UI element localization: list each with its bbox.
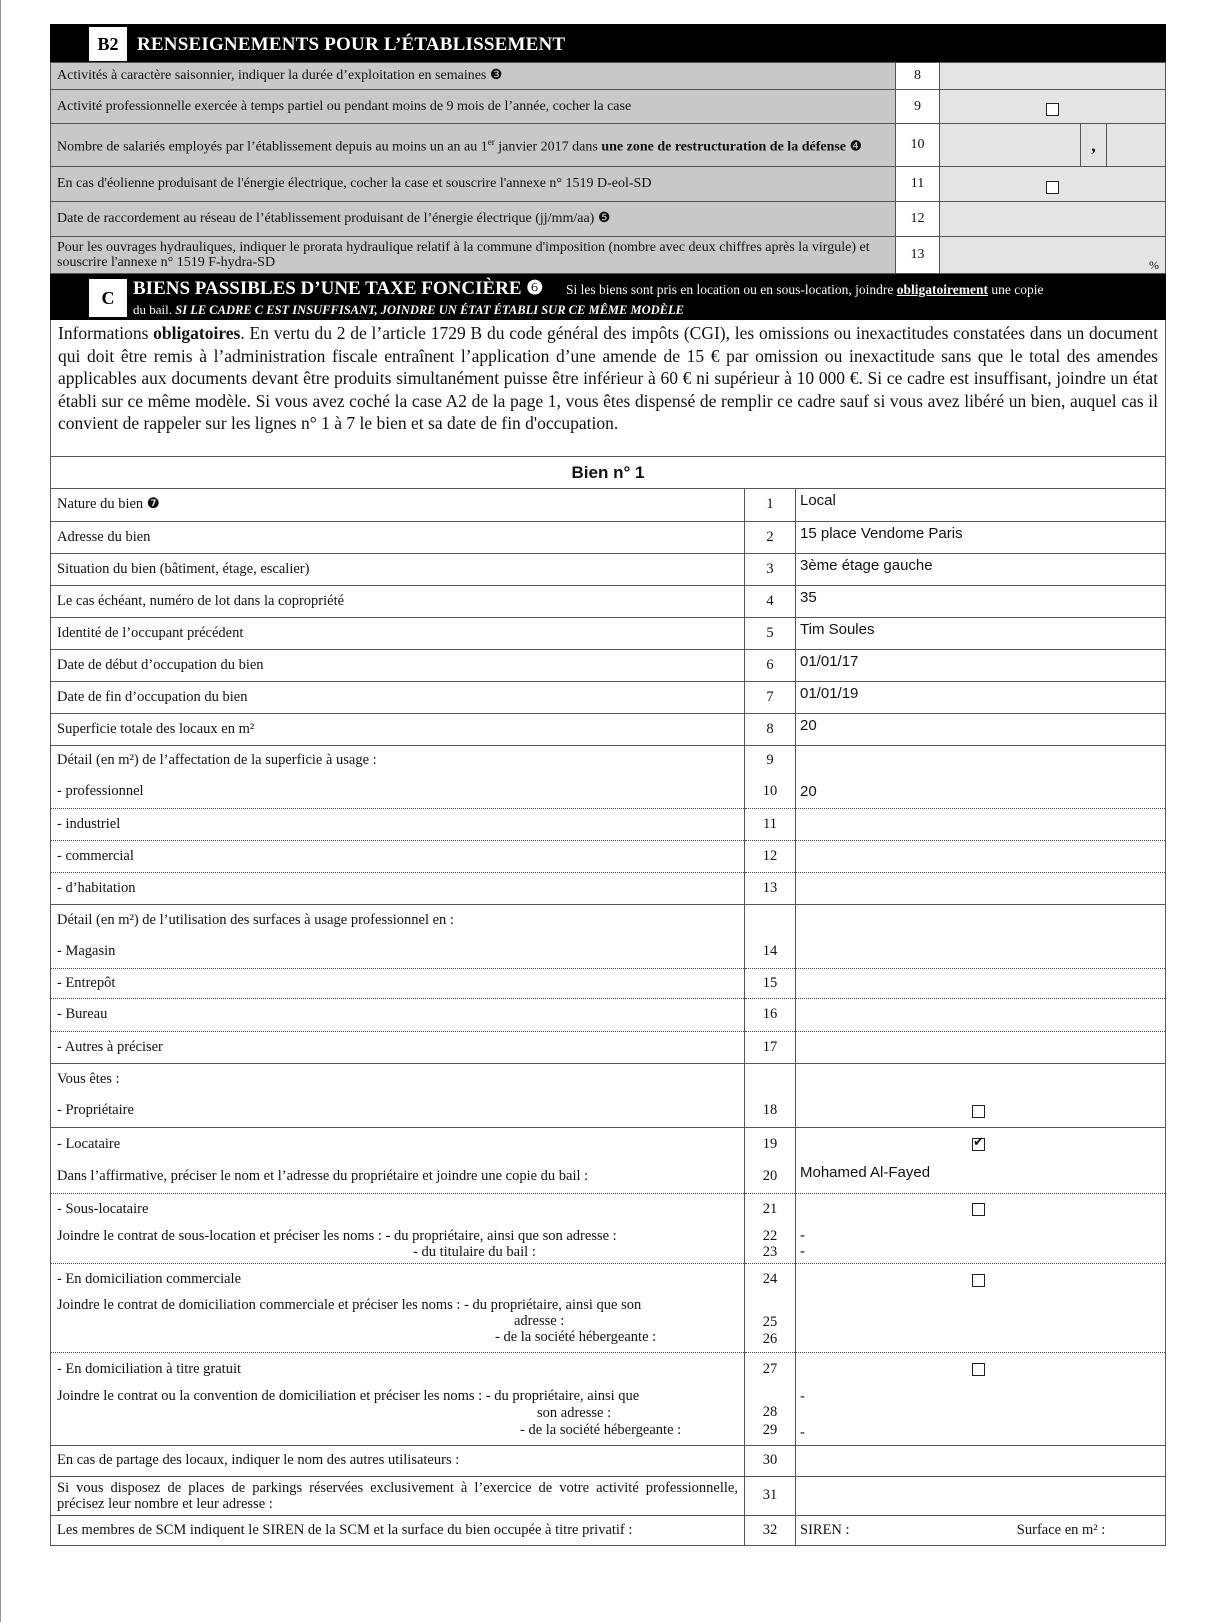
b2-row-11: [51, 167, 1166, 202]
locataire-cell: [796, 1127, 1166, 1161]
c-num-28: [745, 1386, 796, 1445]
b2-label-12: Date de raccordement au réseau de l’établissement produisant de l’énergie électrique (jj/mm/aa) ❺: [51, 202, 896, 237]
c-val-17b: [796, 1063, 1166, 1095]
b2-num-9: 9: [896, 90, 940, 124]
c-num-8: 8: [745, 713, 796, 745]
b2-row-12: [51, 202, 1166, 237]
c-row-19: [51, 1127, 1166, 1161]
b2-label-10-bold: une zone de restructuration de la défense: [601, 139, 847, 155]
c-num-25-a: 25: [762, 1313, 778, 1330]
c-row-22: [51, 1225, 1166, 1263]
info-text-bold: obligatoires: [153, 323, 241, 343]
c-label-1: Nature du bien ❼: [51, 489, 745, 521]
c-num-15: 15: [745, 968, 796, 998]
c-label-8: Superficie totale des locaux en m²: [51, 713, 745, 745]
c-num-6: 6: [745, 649, 796, 681]
c-row-14: [51, 936, 1166, 968]
c-num-24: 24: [745, 1263, 796, 1296]
c-label-32: Les membres de SCM indiquent le SIREN de la SCM et la surface du bien occupée à titre privatif :: [51, 1515, 745, 1545]
c-num-19: 19: [745, 1127, 796, 1161]
salaries-decimal-field[interactable]: [1107, 124, 1165, 166]
c-num-17: 17: [745, 1031, 796, 1063]
sous-location-val-a: -: [800, 1226, 805, 1244]
c-label-13: - d’habitation: [51, 872, 745, 904]
date-debut-field[interactable]: 01/01/17: [796, 649, 1166, 681]
c-row-3: [51, 553, 1166, 585]
c-label-25: [51, 1296, 745, 1352]
affectation-field[interactable]: [796, 745, 1166, 775]
autres-utilisateurs-field[interactable]: [796, 1445, 1166, 1476]
domiciliation-commerciale-checkbox[interactable]: [972, 1274, 985, 1287]
magasin-field[interactable]: [796, 936, 1166, 968]
c-num-4: 4: [745, 585, 796, 617]
sous-locataire-checkbox[interactable]: [972, 1203, 985, 1216]
info-text-b: . En vertu du 2 de l’article 1729 B du code général des impôts (CGI), les omissions ou inexactitudes constatées dans un document qui doit être remis à l’administration fiscale entraînent l’application d’une amende de 15 € par omission ou inexactitude sans que le total des amendes applicables aux documents devant être produits simultanément puisse être inférieur à 60 € ni supérieur à 10 000 €. Si ce cadre est insuffisant, joindre un état établi sur ce même modèle. Si vous avez coché la case A2 de la page 1, vous êtes dispensé de remplir ce cadre sauf si vous avez libéré un bien, auquel cas il convient de rappeler sur les lignes n° 1 à 7 le bien et sa date de fin d'occupation.: [58, 323, 1158, 433]
c-num-7: 7: [745, 681, 796, 713]
form-page: [50, 24, 1166, 1546]
b2-field-salaries[interactable]: [940, 124, 1166, 167]
c-row-4: [51, 585, 1166, 617]
c-num-10: 10: [745, 775, 796, 808]
section-c-table: [50, 489, 1166, 1546]
usage-professionnel-field[interactable]: 20: [796, 775, 1166, 808]
section-c-header: [50, 274, 1166, 320]
c-row-10: [51, 775, 1166, 808]
c-num-32: 32: [745, 1515, 796, 1545]
b2-field-weeks[interactable]: [940, 63, 1166, 90]
section-c-subtitle-line2: [133, 302, 684, 318]
c-num-20: 20: [745, 1161, 796, 1193]
c-val-13b: [796, 904, 1166, 936]
c-num-9: 9: [745, 745, 796, 775]
c-label-28-c: - de la société hébergeante :: [520, 1422, 682, 1438]
c-row-20: [51, 1161, 1166, 1193]
c-label-24: - En domiciliation commerciale: [51, 1263, 745, 1296]
c-row-16: [51, 998, 1166, 1031]
c-row-2: [51, 521, 1166, 553]
c-label-17b: Vous êtes :: [51, 1063, 745, 1095]
b2-label-10-sup: er: [487, 137, 495, 148]
b2-label-8: Activités à caractère saisonnier, indiquer la durée d’exploitation en semaines ❸: [51, 63, 896, 90]
c-label-5: Identité de l’occupant précédent: [51, 617, 745, 649]
prorata-percent-unit: %: [1149, 258, 1159, 272]
domiciliation-commerciale-cell: [796, 1263, 1166, 1296]
c-row-1: [51, 489, 1166, 521]
c-row-17b: [51, 1063, 1166, 1095]
usage-habitation-field[interactable]: [796, 872, 1166, 904]
section-c-title: BIENS PASSIBLES D’UNE TAXE FONCIÈRE ❻: [133, 278, 544, 299]
domiciliation-gratuite-field[interactable]: [796, 1386, 1166, 1445]
section-c-subtitle2-a: du bail.: [133, 302, 176, 317]
c-row-13: [51, 872, 1166, 904]
section-c-subtitle-bold: obligatoirement: [896, 282, 988, 297]
c-num-13b: [745, 904, 796, 936]
c-label-13b: Détail (en m²) de l’utilisation des surfaces à usage professionnel en :: [51, 904, 745, 936]
c-label-25-b: adresse :: [514, 1313, 565, 1329]
c-label-31: Si vous disposez de places de parkings réservées exclusivement à l’exercice de votre activité professionnelle, précisez leur nombre et leur adresse :: [51, 1476, 745, 1515]
c-label-22-b: - du titulaire du bail :: [413, 1243, 536, 1260]
b2-num-10: 10: [896, 124, 940, 167]
c-label-25-a: Joindre le contrat de domiciliation commerciale et préciser les noms : - du propriétaire, ainsi que son: [57, 1297, 642, 1313]
b2-field-eolienne: [940, 167, 1166, 202]
sous-location-val-b: -: [800, 1242, 805, 1260]
b2-field-prorata[interactable]: [940, 237, 1166, 274]
c-row-31: [51, 1476, 1166, 1515]
bien-title: Bien n° 1: [50, 457, 1166, 489]
c-num-22: [745, 1225, 796, 1263]
b2-field-date-raccordement[interactable]: [940, 202, 1166, 237]
c-row-8: [51, 713, 1166, 745]
c-num-28-a: 28: [762, 1404, 778, 1421]
c-label-11: - industriel: [51, 808, 745, 840]
c-num-22-b: 23: [762, 1243, 778, 1260]
b2-label-11: En cas d'éolienne produisant de l'énergie électrique, cocher la case et souscrire l'annexe n° 1519 D-eol-SD: [51, 167, 896, 202]
c-num-16: 16: [745, 998, 796, 1031]
usage-commercial-field[interactable]: [796, 840, 1166, 872]
c-num-3: 3: [745, 553, 796, 585]
situation-bien-field[interactable]: 3ème étage gauche: [796, 553, 1166, 585]
date-fin-field[interactable]: 01/01/19: [796, 681, 1166, 713]
c-num-5: 5: [745, 617, 796, 649]
b2-label-10-mark: ❹: [846, 139, 863, 155]
proprietaire-checkbox[interactable]: [972, 1105, 985, 1118]
section-c-subtitle2-italic: SI LE CADRE C EST INSUFFISANT, JOINDRE UN ÉTAT ÉTABLI SUR CE MÊME MODÈLE: [175, 303, 684, 317]
c-label-2: Adresse du bien: [51, 521, 745, 553]
b2-row-10: [51, 124, 1166, 167]
c-label-14: - Magasin: [51, 936, 745, 968]
c-row-6: [51, 649, 1166, 681]
bureau-field[interactable]: [796, 998, 1166, 1031]
c-num-28-b: 29: [762, 1422, 778, 1439]
c-label-15: - Entrepôt: [51, 968, 745, 998]
occupant-precedent-field[interactable]: Tim Soules: [796, 617, 1166, 649]
c-row-17: [51, 1031, 1166, 1063]
siren-label: SIREN :: [800, 1521, 850, 1538]
c-label-21: - Sous-locataire: [51, 1193, 745, 1225]
c-num-27: 27: [745, 1352, 796, 1386]
section-b2-header: [50, 24, 1166, 62]
section-c-badge: C: [89, 279, 127, 317]
c-num-31: 31: [745, 1476, 796, 1515]
c-label-28-a: Joindre le contrat ou la convention de domiciliation et préciser les noms : - du propriétaire, ainsi que: [57, 1388, 640, 1404]
c-row-11: [51, 808, 1166, 840]
salaries-comma: ,: [1081, 124, 1107, 166]
temps-partiel-checkbox[interactable]: [1046, 103, 1059, 116]
c-row-7: [51, 681, 1166, 713]
b2-row-8: [51, 63, 1166, 90]
adresse-bien-field[interactable]: 15 place Vendome Paris: [796, 521, 1166, 553]
numero-lot-field[interactable]: 35: [796, 585, 1166, 617]
section-c-subtitle: [566, 282, 1043, 298]
c-row-9: [51, 745, 1166, 775]
c-row-18: [51, 1095, 1166, 1127]
c-num-25: [745, 1296, 796, 1352]
c-label-16: - Bureau: [51, 998, 745, 1031]
sous-location-field[interactable]: [796, 1225, 1166, 1263]
c-num-30: 30: [745, 1445, 796, 1476]
section-c-subtitle-b: une copie: [987, 282, 1044, 297]
b2-num-11: 11: [896, 167, 940, 202]
c-num-1: 1: [745, 489, 796, 521]
proprietaire-nom-field[interactable]: Mohamed Al-Fayed: [796, 1161, 1166, 1193]
b2-num-12: 12: [896, 202, 940, 237]
c-label-30: En cas de partage des locaux, indiquer le nom des autres utilisateurs :: [51, 1445, 745, 1476]
c-num-13: 13: [745, 872, 796, 904]
c-row-5: [51, 617, 1166, 649]
c-label-17: - Autres à préciser: [51, 1031, 745, 1063]
parkings-field[interactable]: [796, 1476, 1166, 1515]
b2-row-9: [51, 90, 1166, 124]
legal-info-paragraph: [50, 320, 1166, 457]
c-row-24: [51, 1263, 1166, 1296]
c-label-27: - En domiciliation à titre gratuit: [51, 1352, 745, 1386]
c-row-15: [51, 968, 1166, 998]
b2-label-10-a: Nombre de salariés employés par l’établissement depuis au moins un an au 1: [57, 139, 488, 155]
nature-bien-field[interactable]: Local: [796, 489, 1166, 521]
b2-field-temps-partiel: [940, 90, 1166, 124]
eolienne-checkbox[interactable]: [1046, 181, 1059, 194]
c-label-22: [51, 1225, 745, 1263]
page-edge: [0, 0, 1, 1622]
proprietaire-cell: [796, 1095, 1166, 1127]
c-num-11: 11: [745, 808, 796, 840]
domiciliation-gratuite-checkbox[interactable]: [972, 1363, 985, 1376]
c-num-18: 18: [745, 1095, 796, 1127]
salaries-integer-field[interactable]: [940, 124, 1081, 166]
c-label-6: Date de début d’occupation du bien: [51, 649, 745, 681]
locataire-checkbox[interactable]: [972, 1138, 985, 1151]
domiciliation-gratuite-val-b: -: [800, 1424, 805, 1441]
section-c-subtitle-a: Si les biens sont pris en location ou en sous-location, joindre: [566, 282, 897, 297]
entrepot-field[interactable]: [796, 968, 1166, 998]
c-row-32: [51, 1515, 1166, 1545]
surface-label: Surface en m² :: [1016, 1521, 1106, 1538]
b2-label-13: Pour les ouvrages hydrauliques, indiquer le prorata hydraulique relatif à la commune d'imposition (nombre avec deux chiffres après la virgule) et souscrire l'annexe n° 1519 F-hydra-SD: [51, 237, 896, 274]
b2-num-8: 8: [896, 63, 940, 90]
c-label-12: - commercial: [51, 840, 745, 872]
c-row-13b: [51, 904, 1166, 936]
c-label-9: Détail (en m²) de l’affectation de la superficie à usage :: [51, 745, 745, 775]
domiciliation-gratuite-val-a: -: [800, 1388, 805, 1405]
usage-industriel-field[interactable]: [796, 808, 1166, 840]
c-row-30: [51, 1445, 1166, 1476]
c-label-19: - Locataire: [51, 1127, 745, 1161]
b2-label-10-b: janvier 2017 dans: [494, 139, 602, 155]
c-label-28-b: son adresse :: [537, 1405, 612, 1421]
section-b2-table: [50, 62, 1166, 274]
superficie-totale-field[interactable]: 20: [796, 713, 1166, 745]
c-label-20: Dans l’affirmative, préciser le nom et l’adresse du propriétaire et joindre une copie du bail :: [51, 1161, 745, 1193]
domiciliation-gratuite-cell: [796, 1352, 1166, 1386]
c-row-25: [51, 1296, 1166, 1352]
autres-field[interactable]: [796, 1031, 1166, 1063]
c-label-28: [51, 1386, 745, 1445]
c-row-27: [51, 1352, 1166, 1386]
b2-label-9: Activité professionnelle exercée à temps partiel ou pendant moins de 9 mois de l’année, cocher la case: [51, 90, 896, 124]
c-label-25-c: - de la société hébergeante :: [495, 1329, 657, 1345]
c-row-28: [51, 1386, 1166, 1445]
c-label-10: - professionnel: [51, 775, 745, 808]
section-b2-title: RENSEIGNEMENTS POUR L’ÉTABLISSEMENT: [137, 34, 566, 55]
info-text-a: Informations: [58, 323, 154, 343]
c-num-12: 12: [745, 840, 796, 872]
section-b2-badge: B2: [89, 27, 127, 61]
b2-num-13: 13: [896, 237, 940, 274]
b2-label-10: [51, 124, 896, 167]
c-num-21: 21: [745, 1193, 796, 1225]
c-row-21: [51, 1193, 1166, 1225]
domiciliation-commerciale-field[interactable]: [796, 1296, 1166, 1352]
c-num-17b: [745, 1063, 796, 1095]
c-label-7: Date de fin d’occupation du bien: [51, 681, 745, 713]
c-num-22-a: 22: [762, 1227, 778, 1244]
c-label-18: - Propriétaire: [51, 1095, 745, 1127]
c-label-22-a: Joindre le contrat de sous-location et préciser les noms : - du propriétaire, ainsi que son adresse :: [57, 1227, 617, 1244]
c-row-12: [51, 840, 1166, 872]
c-label-4: Le cas échéant, numéro de lot dans la copropriété: [51, 585, 745, 617]
c-num-2: 2: [745, 521, 796, 553]
scm-field[interactable]: [796, 1515, 1166, 1545]
sous-locataire-cell: [796, 1193, 1166, 1225]
b2-row-13: [51, 237, 1166, 274]
c-num-25-b: 26: [762, 1330, 778, 1347]
c-num-14: 14: [745, 936, 796, 968]
c-label-3: Situation du bien (bâtiment, étage, escalier): [51, 553, 745, 585]
